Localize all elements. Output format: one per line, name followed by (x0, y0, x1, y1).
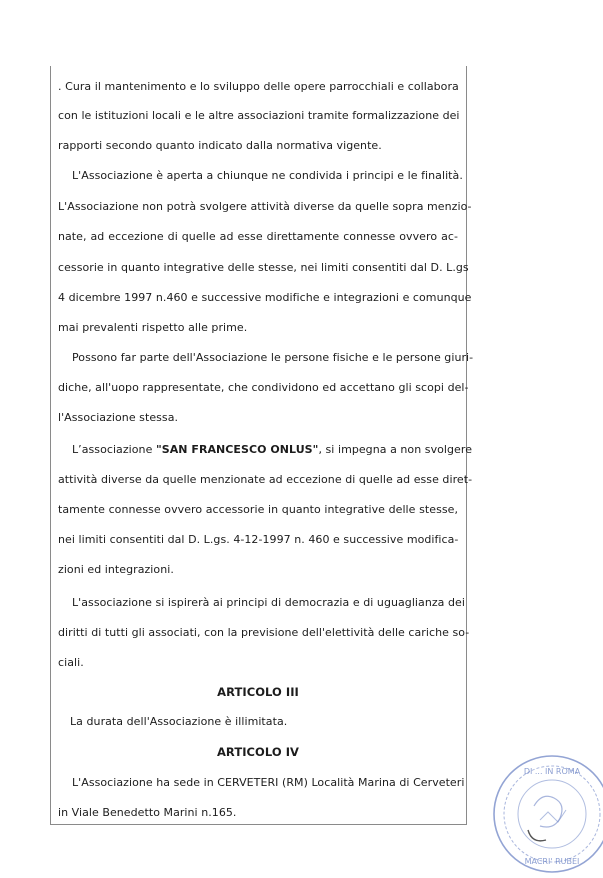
text-line: cessorie in quanto integrative delle stesse, nei limiti consentiti dal D. L.gs (58, 261, 469, 274)
article-iii-text: La durata dell'Associazione è illimitata. (70, 715, 288, 728)
text-line: rapporti secondo quanto indicato dalla normativa vigente. (58, 139, 382, 152)
text-line: tamente connesse ovvero accessorie in quanto integrative delle stesse, (58, 503, 458, 516)
article-iv-heading: ARTICOLO IV (216, 745, 299, 759)
text-line: l'Associazione stessa. (58, 411, 179, 424)
text-line: attività diverse da quelle menzionate ad eccezione di quelle ad esse diret- (58, 473, 473, 486)
text-span: L’associazione (72, 443, 156, 456)
svg-text:MACRI' RUBEI: MACRI' RUBEI (524, 857, 580, 866)
text-line: mai prevalenti rispetto alle prime. (58, 321, 248, 334)
association-line (72, 443, 473, 457)
text-line: 4 dicembre 1997 n.460 e successive modifiche e integrazioni e comunque (58, 291, 472, 304)
text-line: zioni ed integrazioni. (58, 563, 174, 576)
text-line: L'Associazione ha sede in CERVETERI (RM) Località Marina di Cerveteri (72, 776, 465, 789)
text-line: con le istituzioni locali e le altre associazioni tramite formalizzazione dei (58, 109, 460, 122)
svg-text:DI ... IN ROMA: DI ... IN ROMA (523, 767, 581, 776)
text-line: in Viale Benedetto Marini n.165. (58, 806, 237, 819)
text-line: . Cura il mantenimento e lo sviluppo delle opere parrocchiali e collabora (58, 80, 459, 93)
association-name: "SAN FRANCESCO ONLUS" (155, 443, 319, 456)
text-span: , si impegna a non svolgere (318, 443, 473, 456)
notary-seal-stamp (488, 750, 603, 878)
text-line: L'associazione si ispirerà ai principi di democrazia e di uguaglianza dei (72, 596, 465, 609)
text-line: diritti di tutti gli associati, con la previsione dell'elettività delle cariche so- (58, 626, 470, 639)
text-line: nate, ad eccezione di quelle ad esse direttamente connesse ovvero ac- (58, 230, 458, 243)
text-line: L'Associazione è aperta a chiunque ne condivida i principi e le finalità. (72, 169, 463, 182)
text-line: ciali. (58, 656, 84, 669)
article-iii-heading: ARTICOLO III (217, 685, 299, 699)
text-line: L'Associazione non potrà svolgere attività diverse da quelle sopra menzio- (58, 200, 472, 213)
text-line: diche, all'uopo rappresentate, che condividono ed accettano gli scopi del- (58, 381, 469, 394)
text-line: Possono far parte dell'Associazione le persone fisiche e le persone giuri- (72, 351, 474, 364)
text-line: nei limiti consentiti dal D. L.gs. 4-12-1997 n. 460 e successive modifica- (58, 533, 459, 546)
